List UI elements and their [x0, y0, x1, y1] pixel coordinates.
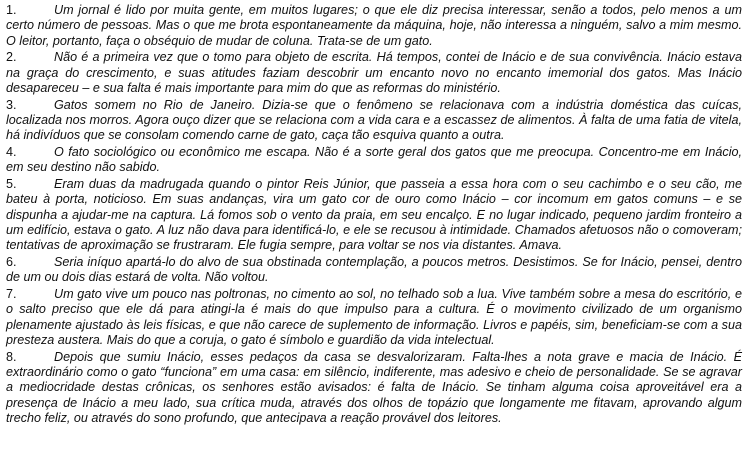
paragraph-number: 8. — [6, 349, 17, 364]
paragraph-3 — [6, 98, 742, 144]
paragraph-text: Não é a primeira vez que o tomo para objeto de escrita. Há tempos, contei de Inácio e de sua convivência. Inácio estava na graça do crescimento, e suas atitudes faziam descobrir um encanto novo no encanto imemorial dos gatos. Mas Inácio desapareceu – e sua falta é mais importante para mim do que as reformas do ministério. — [6, 50, 742, 96]
paragraph-text: Eram duas da madrugada quando o pintor Reis Júnior, que passeia a essa hora com o seu cachimbo e o seu cão, me bateu à porta, noticioso. Em suas andanças, vira um gato cor de ouro como Inácio – cor incomum em gatos comuns – e se dispunha a ajudar-me na captura. Lá fomos sob o vento da praia, em seu encalço. E no lugar indicado, pequeno jardim fronteiro a um edifício, estava o gato. A luz não dava para identificá-lo, e ele se recusou à intimidade. Chamados afetuosos não o comoveram; tentativas de aproximação se frustraram. Ele fugia sempre, para voltar se nos via distantes. Amava. — [6, 176, 742, 253]
paragraph-4 — [6, 145, 742, 176]
paragraph-number: 1. — [6, 3, 17, 17]
paragraph-text: Um gato vive um pouco nas poltronas, no cimento ao sol, no telhado sob a lua. Vive também sobre a mesa do escritório, e o salto preciso que ele dá para atingi-la é mais do que impulso para a cultura. É o movimento civilizado de um organismo plenamente ajustado às leis físicas, e que não carece de suplemento de informação. Livros e papéis, sim, beneficiam-se com a sua presteza austera. Mais do que a coruja, o gato é símbolo e guardião da vida intelectual. — [6, 286, 742, 348]
paragraph-6 — [6, 255, 742, 286]
paragraph-text: Gatos somem no Rio de Janeiro. Dizia-se que o fenômeno se relacionava com a indústria doméstica das cuícas, localizada nos morros. Agora ouço dizer que se relaciona com a vida cara e a escassez de alimentos. À falta de uma fatia de vitela, há indivíduos que se consolam comendo carne de gato, caça tão esquiva quanto a outra. — [6, 97, 742, 143]
paragraph-number: 6. — [6, 254, 17, 269]
paragraph-5 — [6, 177, 742, 254]
paragraph-number: 4. — [6, 144, 17, 159]
paragraph-8 — [6, 350, 742, 427]
paragraph-text: Um jornal é lido por muita gente, em muitos lugares; o que ele diz precisa interessar, senão a todos, pelo menos a um certo número de pessoas. Mas o que me brota espontaneamente da máquina, hoje, não interessa a ninguém, salvo a mim mesmo. O leitor, portanto, faça o obséquio de mudar de coluna. Trata-se de um gato. — [6, 3, 742, 48]
paragraph-number: 2. — [6, 50, 17, 65]
paragraph-number: 3. — [6, 97, 17, 112]
paragraph-text: O fato sociológico ou econômico me escapa. Não é a sorte geral dos gatos que me preocupa. Concentro-me em Inácio, em seu destino não sabido. — [6, 144, 742, 175]
paragraph-number: 7. — [6, 286, 17, 301]
paragraph-text: Seria iníquo apartá-lo do alvo de sua obstinada contemplação, a poucos metros. Desistimos. Se for Inácio, pensei, dentro de um ou dois dias estará de volta. Não voltou. — [6, 254, 742, 285]
paragraph-2 — [6, 50, 742, 96]
paragraph-text: Depois que sumiu Inácio, esses pedaços da casa se desvalorizaram. Falta-lhes a nota grave e macia de Inácio. É extraordinário como o gato “funciona” em uma casa: em silêncio, indiferente, mas adesivo e cheio de personalidade. Se se agravar a mediocridade destas crônicas, os senhores estão avisados: é falta de Inácio. Se tinham alguma coisa aproveitável era a presença de Inácio a meu lado, sua crítica muda, através dos olhos de topázio que longamente me fitavam, aprovando algum trecho feliz, ou através do sono profundo, que antecipava a reação provável dos leitores. — [6, 349, 742, 426]
paragraph-1 — [6, 3, 742, 49]
paragraph-7 — [6, 287, 742, 349]
paragraph-number: 5. — [6, 176, 17, 191]
